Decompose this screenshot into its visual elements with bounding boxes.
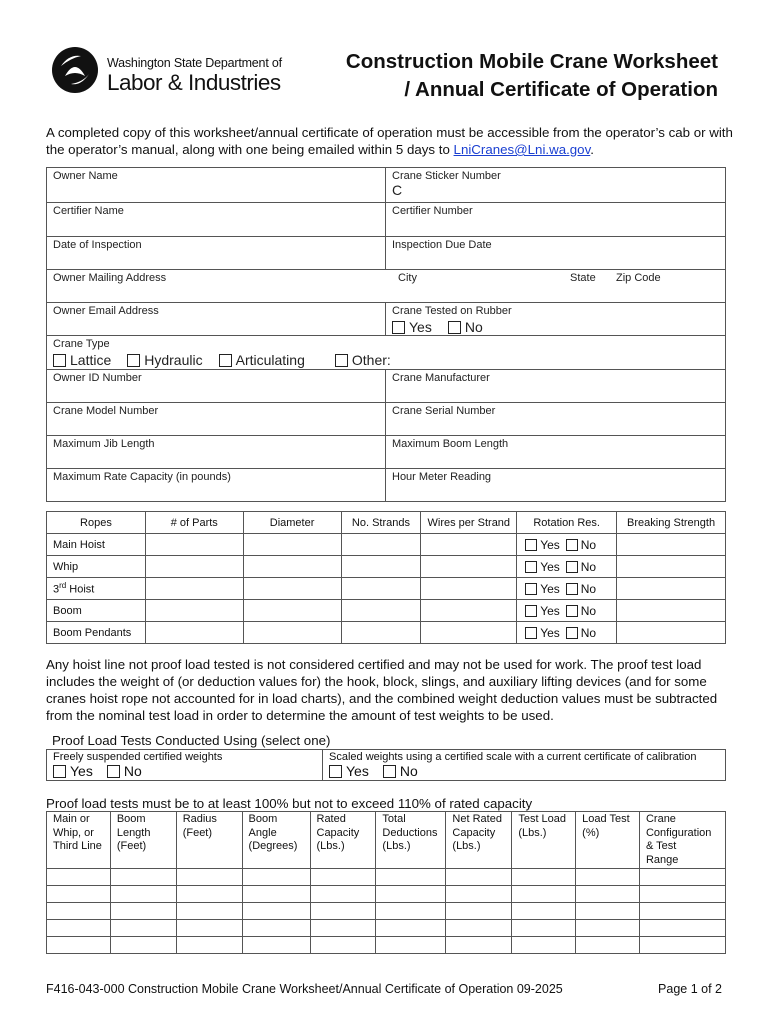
page-title — [346, 48, 718, 104]
checkbox-icon[interactable] — [566, 539, 578, 551]
table-row — [47, 578, 726, 600]
state-label: State — [570, 272, 596, 284]
wires-cell[interactable] — [421, 556, 517, 578]
checkbox-icon[interactable] — [53, 765, 66, 778]
proof-load-notice: Any hoist line not proof load tested is not considered certified and may not be used for work. The proof test load includes the weight of (or deduction values for) the hook, block, slings, and auxiliary lifting devices (and for some cranes hoist rope not accounted for in load charts), and the combined weight deduction values must be subtracted from the nominal test load in order to determine the amount of test weights to be used. — [46, 657, 718, 723]
capacity-cell[interactable] — [310, 869, 376, 886]
capacity-cell[interactable] — [310, 937, 376, 954]
capacity-cell[interactable] — [639, 886, 725, 903]
capacity-cell[interactable] — [110, 920, 176, 937]
capacity-cell[interactable] — [639, 869, 725, 886]
third-hoist-number: 3 — [53, 583, 60, 596]
wires-cell[interactable] — [421, 534, 517, 556]
lni-logo-icon — [51, 46, 99, 94]
rotation-res-column-header: Rotation Res. — [517, 512, 617, 534]
scaled-weights-yes-option[interactable] — [329, 763, 369, 779]
capacity-cell[interactable] — [310, 920, 376, 937]
maximum-rate-capacity-label: Maximum Rate Capacity (in pounds) — [53, 471, 231, 483]
crane-model-number-field[interactable] — [47, 403, 386, 435]
parts-column-header: # of Parts — [145, 512, 243, 534]
boom-length-column-header: Boom Length (Feet) — [110, 812, 176, 869]
capacity-cell[interactable] — [47, 937, 111, 954]
ropes-table — [46, 511, 726, 644]
intro-text: A completed copy of this worksheet/annual certificate of operation must be accessible from the operator’s cab or with the operator’s manual, along with one being emailed within 5 days to — [46, 125, 733, 157]
rotation-res-cell — [517, 556, 617, 578]
third-hoist-ordinal: rd — [59, 581, 67, 591]
boom-angle-column-header: Boom Angle (Degrees) — [242, 812, 310, 869]
capacity-cell[interactable] — [576, 937, 640, 954]
capacity-cell[interactable] — [639, 937, 725, 954]
owner-email-address-label: Owner Email Address — [53, 305, 159, 317]
breaking-strength-cell[interactable] — [617, 578, 726, 600]
rotation-res-cell — [517, 600, 617, 622]
crane-manufacturer-label: Crane Manufacturer — [392, 372, 490, 384]
table-row — [47, 556, 726, 578]
capacity-cell[interactable] — [446, 937, 512, 954]
inspection-due-date-field[interactable] — [386, 237, 725, 269]
wires-column-header: Wires per Strand — [421, 512, 517, 534]
load-test-percent-column-header: Load Test (%) — [576, 812, 640, 869]
crane-manufacturer-field[interactable] — [386, 370, 725, 402]
table-row — [47, 920, 726, 937]
checkbox-icon[interactable] — [335, 354, 348, 367]
hour-meter-reading-label: Hour Meter Reading — [392, 471, 492, 483]
wires-cell[interactable] — [421, 622, 517, 644]
maximum-jib-length-label: Maximum Jib Length — [53, 438, 155, 450]
checkbox-icon[interactable] — [53, 354, 66, 367]
rubber-no-option[interactable] — [448, 319, 483, 335]
maximum-jib-length-field[interactable] — [47, 436, 386, 468]
capacity-cell[interactable] — [110, 903, 176, 920]
table-row — [47, 886, 726, 903]
lattice-label: Lattice — [70, 352, 112, 368]
capacity-cell[interactable] — [310, 903, 376, 920]
breaking-strength-cell[interactable] — [617, 534, 726, 556]
maximum-boom-length-field[interactable] — [386, 436, 725, 468]
checkbox-icon[interactable] — [566, 627, 578, 639]
capacity-cell[interactable] — [47, 903, 111, 920]
no-label: No — [123, 763, 142, 779]
checkbox-icon[interactable] — [107, 765, 120, 778]
crane-type-hydraulic-option[interactable] — [127, 352, 202, 368]
owner-name-label: Owner Name — [53, 170, 118, 182]
diameter-cell[interactable] — [243, 600, 341, 622]
no-label: No — [580, 603, 597, 618]
capacity-cell[interactable] — [47, 886, 111, 903]
certifier-name-field[interactable] — [47, 203, 386, 236]
capacity-cell[interactable] — [110, 937, 176, 954]
scaled-weights-label: Scaled weights using a certified scale with a current certificate of calibration — [329, 751, 697, 763]
no-label: No — [580, 581, 597, 596]
capacity-cell[interactable] — [176, 920, 242, 937]
checkbox-icon[interactable] — [525, 627, 537, 639]
date-of-inspection-label: Date of Inspection — [53, 239, 142, 251]
capacity-cell[interactable] — [639, 903, 725, 920]
other-label: Other: — [351, 352, 391, 368]
third-hoist-text: Hoist — [66, 583, 95, 596]
checkbox-icon[interactable] — [525, 583, 537, 595]
capacity-cell[interactable] — [47, 920, 111, 937]
rated-capacity-column-header: Rated Capacity (Lbs.) — [310, 812, 376, 869]
checkbox-icon[interactable] — [392, 321, 405, 334]
rope-name-cell: Whip — [47, 556, 146, 578]
capacity-cell[interactable] — [376, 903, 446, 920]
breaking-strength-cell[interactable] — [617, 600, 726, 622]
table-row — [47, 534, 726, 556]
title-line-1: Construction Mobile Crane Worksheet — [345, 50, 718, 73]
rope-name-cell: Boom — [47, 600, 146, 622]
rope-name-cell — [47, 578, 146, 600]
crane-serial-number-label: Crane Serial Number — [392, 405, 496, 417]
checkbox-icon[interactable] — [525, 539, 537, 551]
capacity-cell[interactable] — [576, 903, 640, 920]
hour-meter-reading-field[interactable] — [386, 469, 725, 501]
owner-name-field[interactable] — [47, 168, 386, 202]
capacity-cell[interactable] — [376, 869, 446, 886]
title-line-2: / Annual Certificate of Operation — [404, 78, 718, 101]
articulating-label: Articulating — [235, 352, 305, 368]
checkbox-icon[interactable] — [329, 765, 342, 778]
owner-mailing-address-field[interactable] — [47, 270, 392, 302]
scaled-weights-field — [323, 750, 725, 780]
freely-suspended-label: Freely suspended certified weights — [53, 751, 223, 763]
capacity-cell[interactable] — [47, 869, 111, 886]
proof-load-tests-box — [46, 749, 726, 781]
owner-id-number-field[interactable] — [47, 370, 386, 402]
email-link[interactable]: LniCranes@Lni.wa.gov — [453, 142, 591, 157]
strands-column-header: No. Strands — [341, 512, 421, 534]
capacity-cell[interactable] — [110, 886, 176, 903]
no-label: No — [580, 537, 597, 552]
capacity-cell[interactable] — [446, 869, 512, 886]
ropes-column-header: Ropes — [47, 512, 146, 534]
capacity-cell[interactable] — [576, 869, 640, 886]
capacity-cell[interactable] — [242, 920, 310, 937]
capacity-header-row — [47, 812, 726, 869]
crane-tested-on-rubber-field — [386, 303, 725, 335]
owner-mailing-address-label: Owner Mailing Address — [53, 272, 167, 284]
checkbox-icon[interactable] — [525, 561, 537, 573]
crane-type-articulating-option[interactable] — [219, 352, 305, 368]
yes-label: Yes — [540, 603, 560, 618]
checkbox-icon[interactable] — [448, 321, 461, 334]
rubber-no-label: No — [464, 319, 483, 335]
table-row — [47, 903, 726, 920]
capacity-cell[interactable] — [176, 937, 242, 954]
strands-cell[interactable] — [341, 622, 421, 644]
certifier-number-label: Certifier Number — [392, 205, 473, 217]
crane-serial-number-field[interactable] — [386, 403, 725, 435]
strands-cell[interactable] — [341, 578, 421, 600]
checkbox-icon[interactable] — [566, 605, 578, 617]
crane-tested-on-rubber-label: Crane Tested on Rubber — [392, 305, 512, 317]
scaled-weights-no-option[interactable] — [383, 763, 418, 779]
capacity-cell[interactable] — [576, 920, 640, 937]
capacity-cell[interactable] — [376, 920, 446, 937]
table-row — [47, 937, 726, 954]
line-column-header: Main or Whip, or Third Line — [47, 812, 111, 869]
capacity-cell[interactable] — [639, 920, 725, 937]
capacity-heading: Proof load tests must be to at least 100% but not to exceed 110% of rated capacity — [46, 796, 533, 811]
crane-sticker-value: C — [392, 182, 403, 198]
total-deductions-column-header: Total Deductions (Lbs.) — [376, 812, 446, 869]
checkbox-icon[interactable] — [566, 583, 578, 595]
rubber-yes-label: Yes — [409, 319, 432, 335]
crane-type-field — [47, 336, 725, 369]
zip-code-label: Zip Code — [616, 272, 661, 284]
no-label: No — [399, 763, 418, 779]
net-rated-capacity-column-header: Net Rated Capacity (Lbs.) — [446, 812, 512, 869]
capacity-cell[interactable] — [376, 937, 446, 954]
crane-type-other-option[interactable] — [335, 352, 391, 368]
diameter-cell[interactable] — [243, 534, 341, 556]
strands-cell[interactable] — [341, 556, 421, 578]
hydraulic-label: Hydraulic — [144, 352, 203, 368]
crane-type-label: Crane Type — [53, 338, 110, 350]
parts-cell[interactable] — [145, 622, 243, 644]
strands-cell[interactable] — [341, 534, 421, 556]
no-label: No — [580, 559, 597, 574]
maximum-rate-capacity-field[interactable] — [47, 469, 386, 501]
capacity-cell[interactable] — [512, 937, 576, 954]
agency-name-text: Labor & Industries — [107, 70, 281, 95]
diameter-column-header: Diameter — [243, 512, 341, 534]
table-row — [47, 622, 726, 644]
capacity-cell[interactable] — [242, 903, 310, 920]
diameter-cell[interactable] — [243, 622, 341, 644]
crane-sticker-number-label: Crane Sticker Number — [392, 170, 501, 182]
rotation-res-cell — [517, 534, 617, 556]
capacity-cell[interactable] — [176, 903, 242, 920]
rubber-yes-option[interactable] — [392, 319, 432, 335]
capacity-cell[interactable] — [242, 869, 310, 886]
capacity-table — [46, 811, 726, 954]
parts-cell[interactable] — [145, 600, 243, 622]
capacity-cell[interactable] — [576, 886, 640, 903]
rotation-res-cell — [517, 578, 617, 600]
intro-paragraph — [46, 124, 736, 158]
capacity-cell[interactable] — [512, 869, 576, 886]
date-of-inspection-field[interactable] — [47, 237, 386, 269]
capacity-cell[interactable] — [512, 920, 576, 937]
freely-suspended-weights-field — [47, 750, 323, 780]
capacity-cell[interactable] — [242, 886, 310, 903]
table-row — [47, 869, 726, 886]
wires-cell[interactable] — [421, 578, 517, 600]
wires-cell[interactable] — [421, 600, 517, 622]
crane-sticker-number-field[interactable] — [386, 168, 725, 202]
diameter-cell[interactable] — [243, 578, 341, 600]
form-footer-id: F416-043-000 Construction Mobile Crane Worksheet/Annual Certificate of Operation 09-2025 — [46, 982, 563, 996]
rope-name-cell: Boom Pendants — [47, 622, 146, 644]
crane-type-lattice-option[interactable] — [53, 352, 111, 368]
agency-department-text: Washington State Department of — [107, 56, 282, 70]
capacity-cell[interactable] — [242, 937, 310, 954]
checkbox-icon[interactable] — [383, 765, 396, 778]
capacity-cell[interactable] — [176, 886, 242, 903]
city-state-zip-field[interactable] — [392, 270, 725, 302]
yes-label: Yes — [70, 763, 93, 779]
certifier-number-field[interactable] — [386, 203, 725, 236]
page-number: Page 1 of 2 — [658, 982, 722, 996]
capacity-cell[interactable] — [110, 869, 176, 886]
breaking-strength-cell[interactable] — [617, 622, 726, 644]
agency-logo — [51, 46, 281, 98]
yes-label: Yes — [346, 763, 369, 779]
test-load-column-header: Test Load (Lbs.) — [512, 812, 576, 869]
parts-cell[interactable] — [145, 556, 243, 578]
city-label: City — [398, 272, 417, 284]
maximum-boom-length-label: Maximum Boom Length — [392, 438, 509, 450]
strands-cell[interactable] — [341, 600, 421, 622]
rope-name-cell: Main Hoist — [47, 534, 146, 556]
crane-configuration-column-header: Crane Configuration & Test Range — [639, 812, 725, 869]
capacity-cell[interactable] — [446, 920, 512, 937]
yes-label: Yes — [540, 537, 560, 552]
no-label: No — [580, 625, 597, 640]
owner-email-address-field[interactable] — [47, 303, 386, 335]
owner-id-number-label: Owner ID Number — [53, 372, 142, 384]
crane-info-grid — [46, 167, 726, 502]
table-row — [47, 600, 726, 622]
checkbox-icon[interactable] — [525, 605, 537, 617]
capacity-cell[interactable] — [512, 886, 576, 903]
checkbox-icon[interactable] — [127, 354, 140, 367]
parts-cell[interactable] — [145, 534, 243, 556]
capacity-cell[interactable] — [446, 886, 512, 903]
checkbox-icon[interactable] — [566, 561, 578, 573]
capacity-cell[interactable] — [376, 886, 446, 903]
form-header — [46, 42, 726, 102]
inspection-due-date-label: Inspection Due Date — [392, 239, 492, 251]
ropes-header-row — [47, 512, 726, 534]
radius-column-header: Radius (Feet) — [176, 812, 242, 869]
yes-label: Yes — [540, 581, 560, 596]
diameter-cell[interactable] — [243, 556, 341, 578]
freely-suspended-yes-option[interactable] — [53, 763, 93, 779]
parts-cell[interactable] — [145, 578, 243, 600]
checkbox-icon[interactable] — [219, 354, 232, 367]
freely-suspended-no-option[interactable] — [107, 763, 142, 779]
certifier-name-label: Certifier Name — [53, 205, 124, 217]
yes-label: Yes — [540, 559, 560, 574]
breaking-strength-cell[interactable] — [617, 556, 726, 578]
proof-load-tests-heading: Proof Load Tests Conducted Using (select one) — [52, 733, 331, 748]
crane-model-number-label: Crane Model Number — [53, 405, 159, 417]
capacity-cell[interactable] — [446, 903, 512, 920]
capacity-cell[interactable] — [310, 886, 376, 903]
capacity-cell[interactable] — [512, 903, 576, 920]
intro-text-end: . — [590, 142, 594, 157]
breaking-strength-column-header: Breaking Strength — [617, 512, 726, 534]
rotation-res-cell — [517, 622, 617, 644]
yes-label: Yes — [540, 625, 560, 640]
capacity-cell[interactable] — [176, 869, 242, 886]
